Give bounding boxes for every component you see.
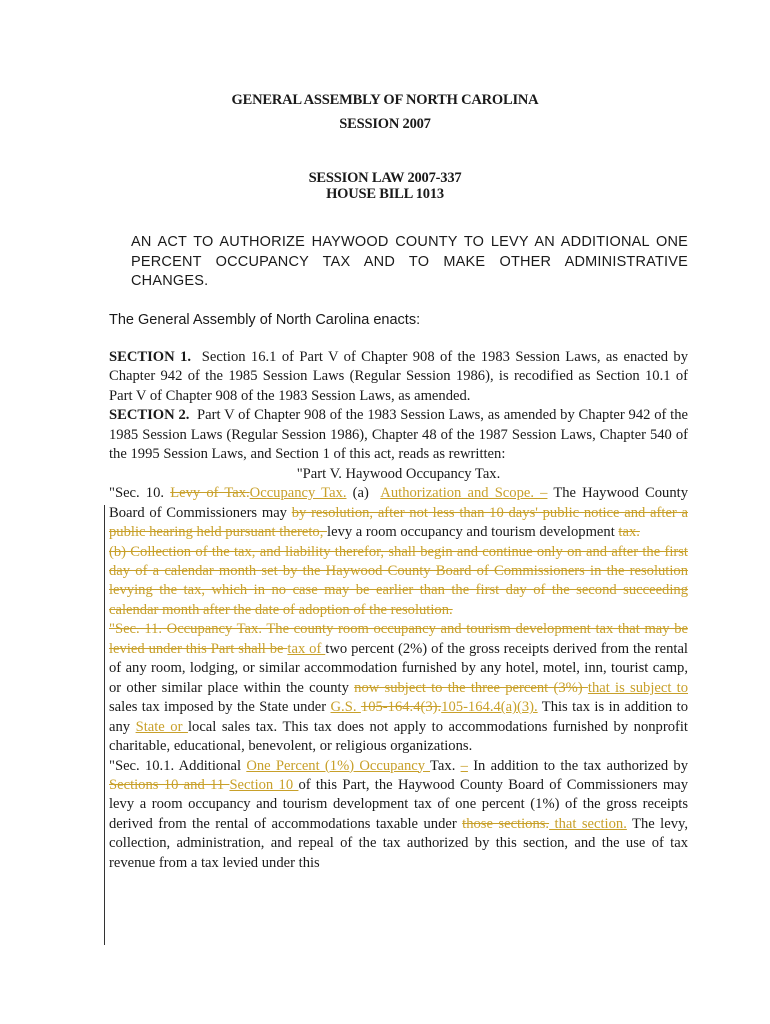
text-run: "Sec. 10.1. Additional: [109, 757, 247, 774]
text-run: Tax.: [430, 757, 461, 774]
text-run: This tax is in addition to any: [109, 699, 688, 735]
text-run: levy a room occupancy and tourism development: [327, 524, 619, 541]
inserted-text: that is subject to: [587, 679, 688, 696]
inserted-text: State or: [135, 718, 188, 735]
inserted-text: that section.: [549, 815, 627, 832]
section-2-text: Part V of Chapter 908 of the 1983 Session Laws, as amended by Chapter 942 of the 1985 Session Laws (Regular Session 1986), Chapter 48 of the 1987 Session Laws, Chapter 540 of the 1995 Session Laws, and Section 1 of this act, reads as rewritten:: [109, 407, 689, 463]
text-run: The levy, collection, administration, and repeal of the tax authorized by this section, and the use of tax revenue from a tax levied under this: [109, 815, 688, 871]
assembly-heading: GENERAL ASSEMBLY OF NORTH CAROLINA: [231, 92, 539, 108]
deleted-text: tax.: [618, 524, 640, 541]
deleted-text: "Sec. 11. Occupancy Tax. The county room occupancy and tourism development tax that may be levied under this Part shall be: [109, 621, 688, 657]
inserted-text: Section 10: [229, 776, 299, 793]
section-2: [109, 406, 688, 464]
deleted-text: Sections 10 and 11: [109, 776, 230, 793]
inserted-text: tax of: [287, 640, 326, 657]
inserted-text: Occupancy Tax.: [249, 485, 347, 502]
text-run: local sales tax. This tax does not apply to accommodations furnished by nonprofit charitable, educational, benevolent, or religious organizations.: [109, 718, 688, 755]
deleted-text: Levy of Tax.: [170, 485, 250, 502]
deleted-text: (b) Collection of the tax, and liability therefor, shall begin and continue only on and after the first day of a calendar month set by the Haywood County Board of Commissioners in the resolution levying the tax, which in no case may be earlier than the first day of the second succeeding calendar month after the date of adoption of the resolution.: [109, 543, 688, 618]
text-run: two percent (2%) of the gross receipts derived from the rental of any room, lodging, or similar accommodation furnished by any hotel, motel, inn, tourist camp, or other similar place within the county: [109, 640, 688, 696]
revision-bar: [104, 505, 105, 945]
sec-11: [109, 620, 688, 756]
section-1: [109, 348, 688, 406]
session-heading: SESSION 2007: [339, 116, 431, 132]
section-2-heading: SECTION 2.: [109, 407, 190, 424]
section-1-text: Section 16.1 of Part V of Chapter 908 of the 1983 Session Laws, as enacted by Chapter 942 of the 1985 Session Laws (Regular Session 1986), is recodified as Section 10.1 of Part V of Chapter 908 of the 1983 Session Laws, as amended.: [109, 349, 688, 404]
text-run: The Haywood County Board of Commissioners may: [109, 485, 689, 521]
sec-10: [109, 484, 688, 542]
text-run: In addition to the tax authorized by: [467, 757, 689, 774]
sec-10-b: [109, 543, 688, 621]
deleted-text: those sections.: [462, 815, 550, 832]
enacting-clause: The General Assembly of North Carolina enacts:: [109, 312, 421, 328]
text-run: (a): [346, 485, 381, 502]
inserted-text: One Percent (1%) Occupancy: [246, 757, 431, 774]
session-law-heading: SESSION LAW 2007-337: [308, 170, 462, 186]
section-1-heading: SECTION 1.: [109, 349, 192, 365]
act-title: AN ACT TO AUTHORIZE HAYWOOD COUNTY TO LEVY AN ADDITIONAL ONE PERCENT OCCUPANCY TAX AND TO MAKE OTHER ADMINISTRATIVE CHANGES.: [131, 234, 688, 289]
inserted-text: G.S.: [330, 699, 361, 716]
inserted-text: –: [460, 757, 468, 774]
text-run: "Sec. 10.: [109, 485, 171, 502]
part-title: "Part V. Haywood Occupancy Tax.: [296, 465, 501, 482]
deleted-text: 105-164.4(3).: [360, 699, 442, 716]
inserted-text: 105-164.4(a)(3).: [441, 699, 538, 716]
house-bill-heading: HOUSE BILL 1013: [326, 186, 444, 202]
sec-10-1: [109, 757, 688, 874]
inserted-text: Authorization and Scope. –: [380, 485, 548, 502]
text-run: sales tax imposed by the State under: [109, 699, 331, 716]
document-body: [109, 348, 688, 873]
text-run: of this Part, the Haywood County Board of Commissioners may levy a room occupancy and tourism development tax of one percent (1%) of the gross receipts derived from the rental of accommodations taxable under: [109, 776, 689, 832]
deleted-text: now subject to the three percent (3%): [354, 679, 588, 696]
deleted-text: by resolution, after not less than 10 days' public notice and after a public hearing held pursuant thereto,: [109, 504, 689, 541]
